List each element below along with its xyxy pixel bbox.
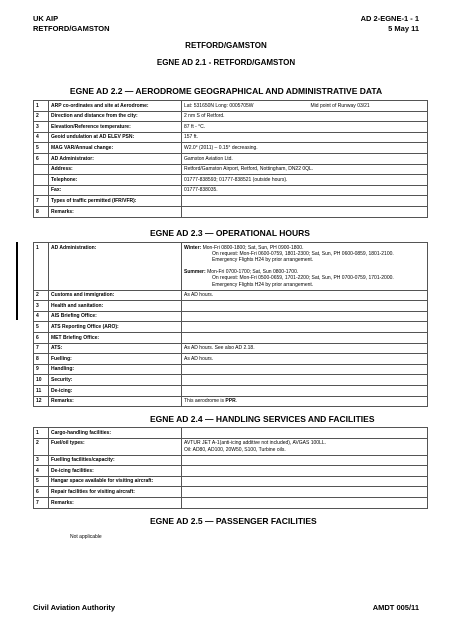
row-value xyxy=(182,206,428,217)
row-label: Remarks: xyxy=(49,396,182,407)
row-value xyxy=(182,111,428,122)
row-label: ATS Reporting Office (ARO): xyxy=(49,322,182,333)
handling-services-table xyxy=(33,427,428,509)
row-label: ATS: xyxy=(49,343,182,354)
row-number: 2 xyxy=(34,111,49,122)
row-number: 3 xyxy=(34,455,49,466)
table-row xyxy=(34,290,428,301)
row-number: 8 xyxy=(34,354,49,365)
row-value-line2: Oil: AD80, AD100, 20W50, S100, Turbine oils. xyxy=(184,446,286,453)
table-row xyxy=(34,175,428,186)
table-row xyxy=(34,455,428,466)
row-value xyxy=(182,311,428,322)
row-value-note: Mid point of Runway 03/21 xyxy=(310,102,370,109)
row-number xyxy=(34,185,49,196)
table-row xyxy=(34,132,428,143)
table-row xyxy=(34,243,428,291)
table-row xyxy=(34,101,428,112)
table-row xyxy=(34,364,428,375)
row-number: 11 xyxy=(34,385,49,396)
row-number: 7 xyxy=(34,497,49,508)
header-aerodrome: RETFORD/GAMSTON xyxy=(33,24,110,33)
row-value xyxy=(182,333,428,344)
table-row xyxy=(34,122,428,133)
header-page-ref: AD 2-EGNE-1 - 1 xyxy=(360,14,419,23)
row-label: Remarks: xyxy=(49,497,182,508)
row-label: Fuelling facilities/capacity: xyxy=(49,455,182,466)
row-number: 6 xyxy=(34,333,49,344)
table-row xyxy=(34,385,428,396)
winter-heading: Winter: xyxy=(184,244,202,251)
remarks-ppr: PPR xyxy=(225,398,236,405)
table-row xyxy=(34,466,428,477)
summer-heading: Summer: xyxy=(184,268,206,275)
summer-emergency: Emergency Flights H24 by prior arrangement. xyxy=(212,281,314,288)
row-label: Geoid undulation at AD ELEV PSN: xyxy=(49,132,182,143)
summer-on-request: On request: Mon-Fri 0500-0659, 1701-2200; Sat, Sun, PH 0700-0759, 1701-2000. xyxy=(212,275,394,282)
table-row xyxy=(34,185,428,196)
table-row xyxy=(34,311,428,322)
table-row xyxy=(34,333,428,344)
row-value-text: As AD hours. xyxy=(184,355,214,362)
row-label: Remarks: xyxy=(49,206,182,217)
row-label: Cargo-handling facilities: xyxy=(49,428,182,439)
winter-emergency: Emergency Flights H24 by prior arrangement. xyxy=(212,257,314,264)
row-value-text: As AD hours. xyxy=(184,292,214,299)
remarks-text: This aerodrome is xyxy=(184,398,225,405)
row-value xyxy=(182,243,428,291)
table-row xyxy=(34,396,428,407)
table-row xyxy=(34,497,428,508)
row-value xyxy=(182,164,428,175)
table-row xyxy=(34,301,428,312)
row-number xyxy=(34,175,49,186)
row-value xyxy=(182,101,428,112)
row-number: 9 xyxy=(34,364,49,375)
row-label: Telephone: xyxy=(49,175,182,186)
row-value-text: W2.0° (2011) – 0.15° decreasing. xyxy=(184,144,258,151)
row-label: Hangar space available for visiting aircraft: xyxy=(49,476,182,487)
row-value xyxy=(182,175,428,186)
row-value xyxy=(182,487,428,498)
section-2-3-title: EGNE AD 2.3 — OPERATIONAL HOURS xyxy=(150,228,310,238)
table-row xyxy=(34,476,428,487)
row-value xyxy=(182,290,428,301)
row-number: 3 xyxy=(34,301,49,312)
row-number: 6 xyxy=(34,153,49,164)
table-row xyxy=(34,343,428,354)
page-title: RETFORD/GAMSTON xyxy=(185,41,267,50)
footer-amendment: AMDT 005/11 xyxy=(372,603,419,612)
row-value xyxy=(182,301,428,312)
row-label: Types of traffic permitted (IFR/VFR): xyxy=(49,196,182,207)
table-row xyxy=(34,428,428,439)
table-row xyxy=(34,143,428,154)
row-value xyxy=(182,466,428,477)
row-value-text: As AD hours. See also AD 2.18. xyxy=(184,345,255,352)
row-value-text: 2 nm S of Retford. xyxy=(184,113,225,120)
row-value xyxy=(182,122,428,133)
row-value xyxy=(182,428,428,439)
header-publication: UK AIP xyxy=(33,14,59,23)
row-value-text: AVTUR JET A-1(anti-icing additive not included), AVGAS 100LL. xyxy=(184,440,327,447)
row-value-text: Retford/Gamston Airport, Retford, Nottingham, DN22 0QL. xyxy=(184,166,314,173)
summer-hours: Mon-Fri 0700-1700; Sat, Sun 0800-1700. xyxy=(207,268,299,275)
row-value-text: 01777-838593; 01777-838521 (outside hours). xyxy=(184,176,288,183)
row-number: 8 xyxy=(34,206,49,217)
row-label: De-icing facilities: xyxy=(49,466,182,477)
row-number xyxy=(34,164,49,175)
row-label: Customs and immigration: xyxy=(49,290,182,301)
row-value xyxy=(182,497,428,508)
header-date: 5 May 11 xyxy=(388,24,419,33)
row-label: Elevation/Reference temperature: xyxy=(49,122,182,133)
row-value xyxy=(182,132,428,143)
footer-authority: Civil Aviation Authority xyxy=(33,603,116,612)
row-label: ARP co-ordinates and site at Aerodrome: xyxy=(49,101,182,112)
row-number: 4 xyxy=(34,466,49,477)
row-label: AIS Briefing Office: xyxy=(49,311,182,322)
operational-hours-table xyxy=(33,242,428,407)
row-value xyxy=(182,354,428,365)
row-number: 7 xyxy=(34,196,49,207)
table-row xyxy=(34,322,428,333)
row-label: AD Administration: xyxy=(49,243,182,291)
row-value xyxy=(182,153,428,164)
row-number: 1 xyxy=(34,428,49,439)
row-label: De-icing: xyxy=(49,385,182,396)
table-row xyxy=(34,354,428,365)
winter-on-request: On request: Mon-Fri 0600-0759, 1801-2300; Sat, Sun, PH 0600-0859, 1801-2100. xyxy=(212,251,394,257)
row-number: 4 xyxy=(34,311,49,322)
row-number: 2 xyxy=(34,290,49,301)
row-number: 1 xyxy=(34,101,49,112)
table-row xyxy=(34,487,428,498)
row-value-text: Lat: 531650N Long: 0005705W xyxy=(184,102,254,109)
row-number: 1 xyxy=(34,243,49,291)
row-value-text: Gamston Aviation Ltd. xyxy=(184,155,233,162)
page-header-right xyxy=(361,14,419,34)
row-value xyxy=(182,438,428,455)
section-2-5-title: EGNE AD 2.5 — PASSENGER FACILITIES xyxy=(150,516,317,526)
row-label: Address: xyxy=(49,164,182,175)
row-value xyxy=(182,343,428,354)
row-value-text: 87 ft - °C. xyxy=(184,123,206,130)
table-row xyxy=(34,375,428,386)
row-value-text: 157 ft. xyxy=(184,134,198,141)
table-row xyxy=(34,164,428,175)
table-row xyxy=(34,438,428,455)
row-number: 6 xyxy=(34,487,49,498)
row-value xyxy=(182,143,428,154)
row-label: AD Administrator: xyxy=(49,153,182,164)
row-label: Fuelling: xyxy=(49,354,182,365)
row-number: 10 xyxy=(34,375,49,386)
row-label: Fax: xyxy=(49,185,182,196)
table-row xyxy=(34,153,428,164)
row-value xyxy=(182,322,428,333)
row-label: Health and sanitation: xyxy=(49,301,182,312)
row-label: Direction and distance from the city: xyxy=(49,111,182,122)
row-value-text: 01777-838035. xyxy=(184,187,218,194)
change-bar xyxy=(16,242,18,320)
row-number: 4 xyxy=(34,132,49,143)
row-value xyxy=(182,185,428,196)
table-row xyxy=(34,111,428,122)
row-number: 12 xyxy=(34,396,49,407)
row-number: 5 xyxy=(34,322,49,333)
page-header-left xyxy=(33,14,110,34)
row-number: 5 xyxy=(34,476,49,487)
remarks-end: . xyxy=(235,398,238,405)
row-number: 5 xyxy=(34,143,49,154)
row-value xyxy=(182,385,428,396)
row-value xyxy=(182,455,428,466)
winter-hours: Mon-Fri 0800-1800; Sat, Sun, PH 0900-1800. xyxy=(202,244,304,251)
row-label: Handling: xyxy=(49,364,182,375)
not-applicable-text: Not applicable xyxy=(70,534,102,540)
section-2-2-title: EGNE AD 2.2 — AERODROME GEOGRAPHICAL AND ADMINISTRATIVE DATA xyxy=(69,86,383,96)
row-value xyxy=(182,364,428,375)
row-label: MET Briefing Office: xyxy=(49,333,182,344)
row-number: 2 xyxy=(34,438,49,455)
row-value xyxy=(182,375,428,386)
section-2-4-title: EGNE AD 2.4 — HANDLING SERVICES AND FACILITIES xyxy=(150,414,375,424)
row-label: MAG VAR/Annual change: xyxy=(49,143,182,154)
row-value xyxy=(182,196,428,207)
row-value xyxy=(182,476,428,487)
row-label: Fuel/oil types: xyxy=(49,438,182,455)
section-2-1-title: EGNE AD 2.1 - RETFORD/GAMSTON xyxy=(156,58,296,67)
row-label: Security: xyxy=(49,375,182,386)
row-number: 7 xyxy=(34,343,49,354)
table-row xyxy=(34,206,428,217)
table-row xyxy=(34,196,428,207)
row-number: 3 xyxy=(34,122,49,133)
row-value xyxy=(182,396,428,407)
geo-admin-table xyxy=(33,100,428,218)
row-label: Repair facilities for visiting aircraft: xyxy=(49,487,182,498)
